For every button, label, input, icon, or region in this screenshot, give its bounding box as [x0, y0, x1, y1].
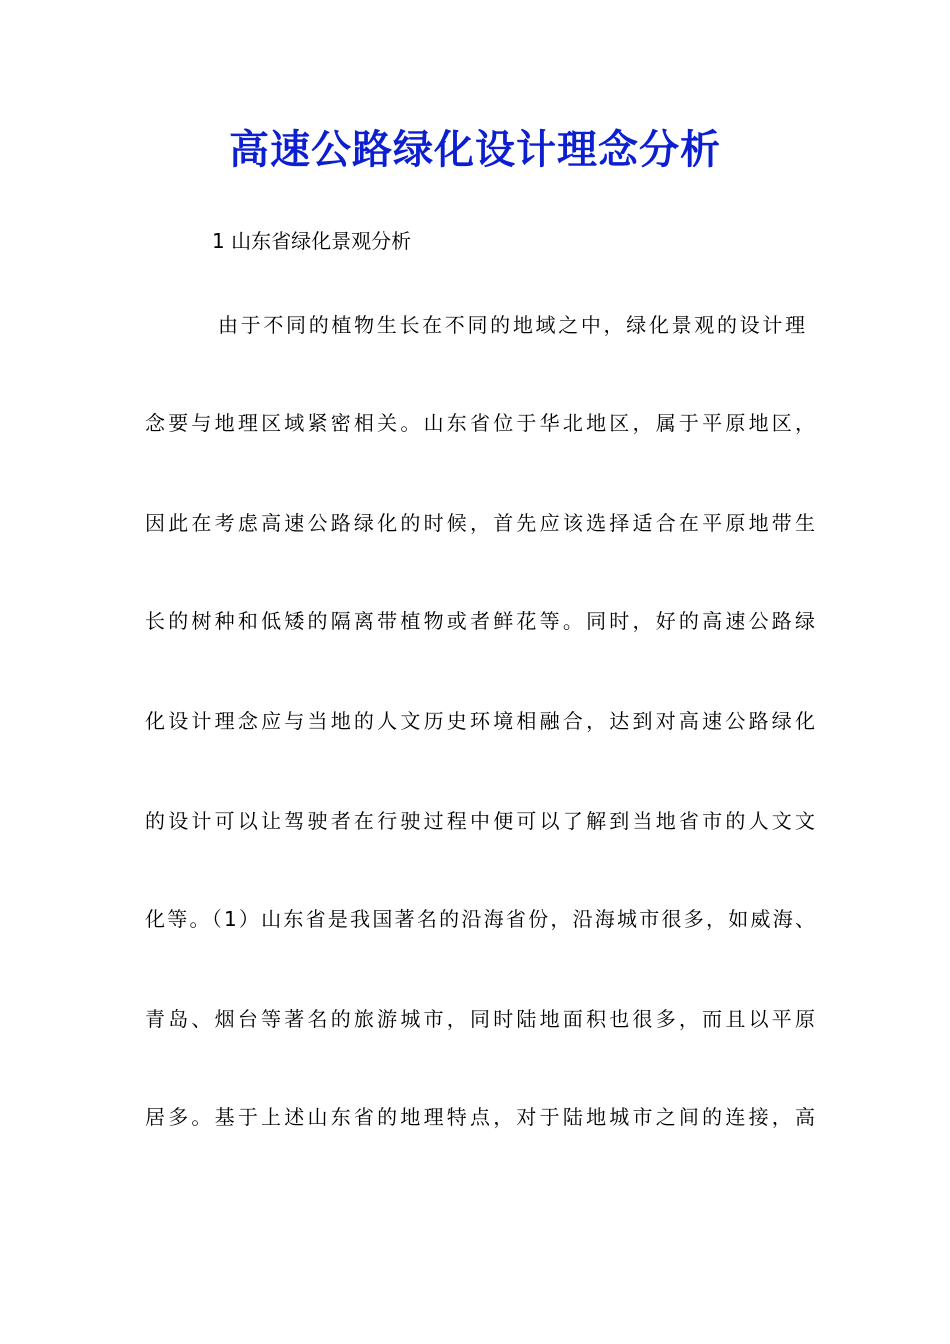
paragraph-line: 的设计可以让驾驶者在行驶过程中便可以了解到当地省市的人文文	[145, 809, 815, 833]
document-title: 高速公路绿化设计理念分析	[229, 126, 721, 173]
paragraph-line: 由于不同的植物生长在不同的地域之中，绿化景观的设计理	[218, 313, 805, 337]
paragraph-line: 长的树种和低矮的隔离带植物或者鲜花等。同时，好的高速公路绿	[145, 609, 815, 633]
paragraph-line: 化设计理念应与当地的人文历史环境相融合，达到对高速公路绿化	[145, 709, 815, 733]
paragraph-line: 因此在考虑高速公路绿化的时候，首先应该选择适合在平原地带生	[145, 511, 815, 535]
section-heading: 1 山东省绿化景观分析	[212, 229, 412, 253]
paragraph-line: 居多。基于上述山东省的地理特点，对于陆地城市之间的连接，高	[145, 1105, 815, 1129]
paragraph-line: 念要与地理区域紧密相关。山东省位于华北地区，属于平原地区，	[145, 411, 815, 435]
paragraph-line: 化等。（1）山东省是我国著名的沿海省份，沿海城市很多，如威海、	[145, 907, 815, 931]
paragraph-line: 青岛、烟台等著名的旅游城市，同时陆地面积也很多，而且以平原	[145, 1007, 815, 1031]
